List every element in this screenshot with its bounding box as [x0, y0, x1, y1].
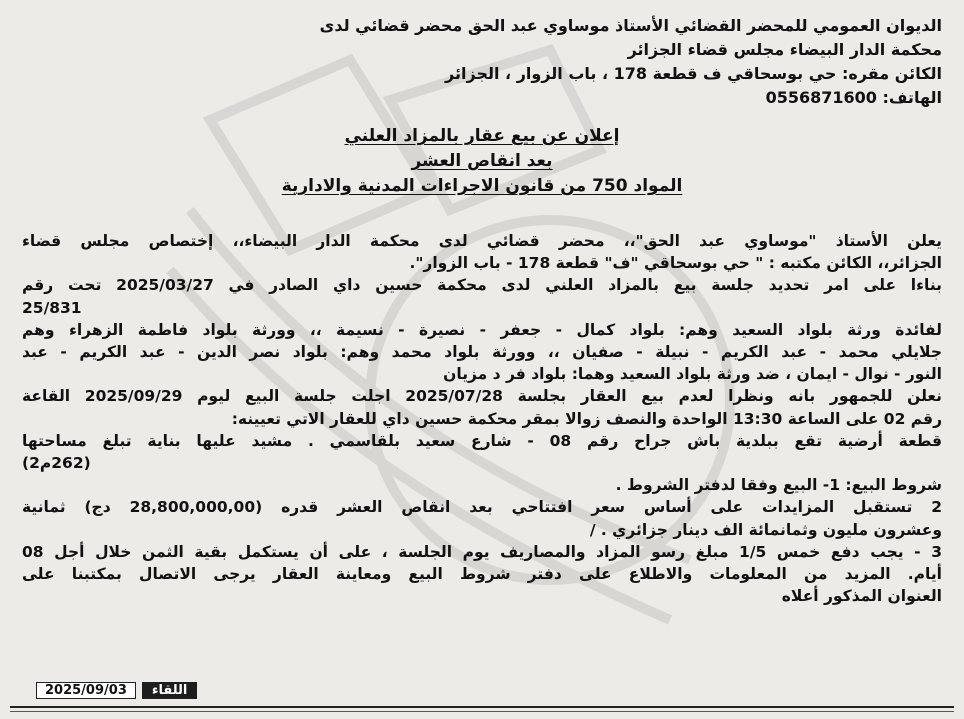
body-line: يعلن الأستاذ "موساوي عبد الحق"،، محضر قضائي لدى محكمة الدار البيضاء،، إختصاص مجلس قضاء [22, 232, 942, 250]
body-line: 3 - يجب دفع خمس 1/5 مبلغ رسو المزاد والمصاريف يوم الجلسة ، على أن يستكمل بقية الثمن خلال أجل 08 [22, 542, 942, 561]
body-line: رقم 02 على الساعة 13:30 الواحدة والنصف زوالا بمقر محكمة حسين داي للعقار الاتي تعيينه: [231, 409, 942, 428]
body-line: بناءا على امر تحديد جلسة بيع بالمزاد العلني لدى محكمة حسين داي الصادر في 2025/03/27 تحت رقم [22, 276, 943, 295]
title-reduction: بعد انقاص العشر [411, 151, 553, 171]
bottom-rule-thin [10, 711, 954, 712]
title-legal-article: المواد 750 من قانون الاجراءات المدنية والادارية [281, 176, 683, 196]
header-line-court: محكمة الدار البيضاء مجلس قضاء الجزائر [627, 40, 942, 59]
header-line-office: الديوان العمومي للمحضر القضائي الأستاذ موساوي عبد الحق محضر قضائي لدى [319, 16, 942, 35]
header-line-phone: الهاتف: 0556871600 [765, 88, 942, 107]
header-line-address: الكائن مقره: حي بوسحاقي ف قطعة 178 ، باب الزوار ، الجزائر [445, 64, 942, 83]
body-line: الجزائر،، الكائن مكتبه : " حي بوسحاقي "ف" قطعة 178 - باب الزوار". [409, 254, 942, 273]
body-line: لفائدة ورثة بلواد السعيد وهم: بلواد كمال - جعفر - نصيرة - نسيمة ،، وورثة بلواد فاطمة الزهراء وهم [22, 320, 942, 339]
body-line: 25/831 [22, 298, 82, 317]
publication-footer [36, 682, 197, 699]
body-line: النور - نوال - ايمان ، ضد ورثة بلواد السعيد وهما: بلواد فر د مزيان [443, 365, 942, 384]
body-line: نعلن للجمهور بانه ونظرا لعدم بيع العقار بجلسة 2025/07/28 اجلت جلسة البيع ليوم 2025/09/29 القاعة [22, 387, 942, 406]
body-line: 2 تستقبل المزايدات على أساس سعر افتتاحي بعد انقاص العشر قدره (28,800,000,00 دج) ثمانية [22, 498, 942, 517]
body-line: العنوان المذكور أعلاه [781, 587, 942, 606]
body-line: شروط البيع: 1- البيع وفقا لدفتر الشروط . [615, 476, 942, 495]
body-line: أيام. المزيد من المعلومات والاطلاع على دفتر شروط البيع ومعاينة العقار يرجى الاتصال بمكتبنا على [22, 565, 942, 584]
newspaper-name: اللقاء [142, 682, 198, 699]
bailiff-office-header [22, 14, 942, 110]
announcement-body [22, 230, 942, 607]
publication-date: 2025/09/03 [36, 682, 136, 699]
bottom-rule [10, 706, 954, 708]
body-line: (262م2) [22, 454, 91, 473]
announcement-titles [0, 124, 964, 199]
title-auction: إعلان عن بيع عقار بالمزاد العلني [344, 126, 620, 146]
body-line: جلايلي محمد - عبد الكريم - نبيلة - صفيان ،، وورثة بلواد محمد وهم: بلواد نصر الدين - عبد الكريم - عبد [22, 343, 942, 362]
body-line: وعشرون مليون وثمانمائة الف دينار جزائري . / [589, 520, 942, 539]
body-line: قطعة أرضية تقع ببلدية باش جراح رقم 08 - شارع سعيد بلقاسمي . مشيد عليها بناية تبلغ مساحتها [22, 431, 942, 450]
